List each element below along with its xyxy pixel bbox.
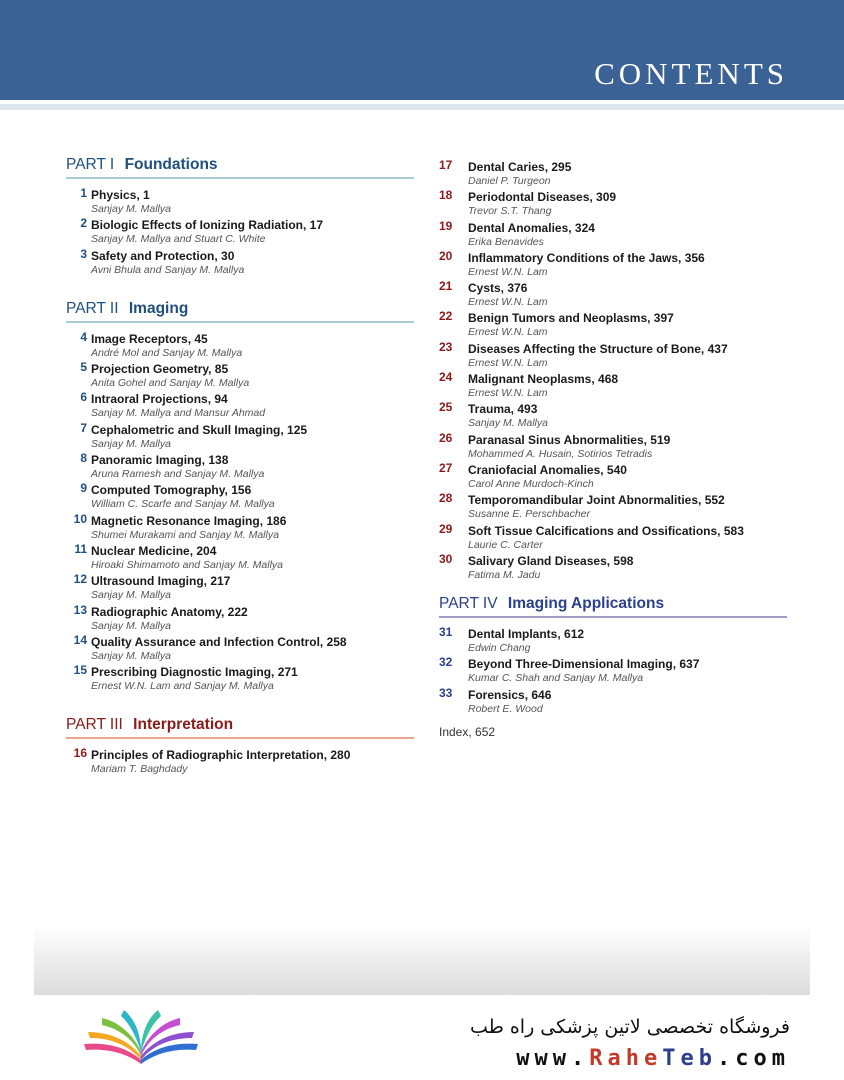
chapter-number: 25 xyxy=(439,400,453,415)
toc-entry[interactable] xyxy=(66,331,414,361)
chapter-title: Intraoral Projections, 94 xyxy=(91,392,228,407)
chapter-number: 18 xyxy=(439,188,453,203)
chapter-number: 20 xyxy=(439,248,453,263)
chapter-authors: Sanjay M. Mallya xyxy=(91,649,171,662)
chapter-title: Ultrasound Imaging, 217 xyxy=(91,574,231,589)
toc-entry[interactable] xyxy=(66,573,414,603)
toc-entry[interactable] xyxy=(66,747,414,777)
chapter-title: Biologic Effects of Ionizing Radiation, 17 xyxy=(91,218,324,233)
chapter-title: Dental Anomalies, 324 xyxy=(468,220,595,235)
chapter-number: 27 xyxy=(439,460,453,475)
toc-entry[interactable] xyxy=(439,371,787,401)
chapter-number: 24 xyxy=(439,370,453,385)
chapter-title: Salivary Gland Diseases, 598 xyxy=(468,553,634,568)
toc-entry[interactable] xyxy=(66,217,414,247)
toc-entry[interactable] xyxy=(66,361,414,391)
part-label: PART III xyxy=(66,716,123,734)
part-2 xyxy=(66,300,414,695)
part-title: Imaging Applications xyxy=(507,595,665,613)
index-entry[interactable]: Index, 652 xyxy=(439,725,496,740)
chapter-title: Diseases Affecting the Structure of Bone, 437 xyxy=(468,341,728,356)
chapter-authors: Sanjay M. Mallya xyxy=(91,437,171,450)
chapter-number: 1 xyxy=(80,186,87,200)
chapter-title: Principles of Radiographic Interpretation, 280 xyxy=(91,748,351,763)
chapter-number: 9 xyxy=(80,481,87,496)
chapter-title: Safety and Protection, 30 xyxy=(91,248,235,263)
chapter-title: Benign Tumors and Neoplasms, 397 xyxy=(468,311,674,326)
chapter-authors: Sanjay M. Mallya xyxy=(91,619,171,632)
chapter-authors: Mariam T. Baghdady xyxy=(91,763,188,776)
chapter-authors: André Mol and Sanjay M. Mallya xyxy=(91,346,243,359)
toc-entry[interactable] xyxy=(439,280,787,310)
toc-entry[interactable] xyxy=(66,664,414,694)
chapter-number: 4 xyxy=(80,329,87,344)
chapter-number: 30 xyxy=(439,551,453,566)
chapter-title: Paranasal Sinus Abnormalities, 519 xyxy=(468,432,671,447)
shop-name: فروشگاه تخصصی لاتین پزشکی راه طب xyxy=(470,1016,790,1038)
chapter-authors: Daniel P. Turgeon xyxy=(468,175,551,187)
toc-entry[interactable] xyxy=(66,422,414,452)
toc-entry[interactable] xyxy=(439,462,787,492)
chapter-authors: Carol Anne Murdoch-Kinch xyxy=(468,477,594,490)
left-column xyxy=(66,156,414,800)
part-heading xyxy=(439,595,787,618)
chapter-number: 11 xyxy=(74,541,87,556)
chapter-title: Dental Caries, 295 xyxy=(468,160,572,174)
chapter-number: 23 xyxy=(439,339,453,354)
chapter-number: 5 xyxy=(80,360,87,375)
toc-entry[interactable] xyxy=(439,432,787,462)
chapter-number: 22 xyxy=(439,309,453,324)
chapter-title: Image Receptors, 45 xyxy=(91,331,208,346)
chapter-number: 28 xyxy=(439,491,453,506)
book-logo-icon xyxy=(78,1008,204,1070)
toc-entry[interactable] xyxy=(66,187,414,217)
url-rahe: Rahe xyxy=(589,1046,663,1071)
toc-entry[interactable] xyxy=(439,523,787,553)
header-banner xyxy=(0,0,844,100)
chapter-number: 29 xyxy=(439,521,453,536)
chapter-title: Nuclear Medicine, 204 xyxy=(91,543,217,558)
url-prefix: www. xyxy=(516,1046,590,1071)
part-label: PART IV xyxy=(439,595,498,613)
chapter-authors: Laurie C. Carter xyxy=(468,538,543,551)
part-4 xyxy=(439,595,787,739)
chapter-authors: Edwin Chang xyxy=(468,642,531,655)
chapter-number: 17 xyxy=(439,158,453,172)
part-title: Interpretation xyxy=(133,716,234,734)
toc-entry[interactable] xyxy=(66,452,414,482)
toc-entry[interactable] xyxy=(439,687,787,717)
chapter-authors: Kumar C. Shah and Sanjay M. Mallya xyxy=(468,672,644,685)
chapter-authors: Sanjay M. Mallya xyxy=(91,589,171,602)
chapter-authors: Aruna Ramesh and Sanjay M. Mallya xyxy=(91,468,265,481)
chapter-title: Cephalometric and Skull Imaging, 125 xyxy=(91,422,308,437)
chapter-title: Beyond Three-Dimensional Imaging, 637 xyxy=(468,657,700,672)
chapter-number: 7 xyxy=(80,420,87,435)
chapter-title: Projection Geometry, 85 xyxy=(91,362,229,377)
part-3 xyxy=(66,716,414,777)
chapter-authors: Sanjay M. Mallya xyxy=(91,203,171,215)
chapter-authors: Ernest W.N. Lam xyxy=(468,387,548,400)
footer-shade xyxy=(34,925,810,995)
chapter-authors: Anita Gohel and Sanjay M. Mallya xyxy=(91,377,250,390)
toc-entry[interactable] xyxy=(439,250,787,280)
chapter-title: Quality Assurance and Infection Control, 258 xyxy=(91,634,347,649)
chapter-title: Inflammatory Conditions of the Jaws, 356 xyxy=(468,250,705,265)
toc-entry[interactable] xyxy=(439,159,787,189)
chapter-number: 16 xyxy=(73,746,87,761)
chapter-authors: Sanjay M. Mallya xyxy=(468,417,548,430)
chapter-title: Temporomandibular Joint Abnormalities, 552 xyxy=(468,493,725,508)
toc-entry[interactable] xyxy=(439,310,787,340)
chapter-title: Forensics, 646 xyxy=(468,687,552,702)
chapter-number: 8 xyxy=(80,451,87,466)
toc-entry[interactable] xyxy=(66,604,414,634)
toc-entry[interactable] xyxy=(439,220,787,250)
chapter-title: Trauma, 493 xyxy=(468,402,538,417)
chapter-authors: Sanjay M. Mallya and Stuart C. White xyxy=(91,233,266,246)
part-label: PART I xyxy=(66,156,115,173)
chapter-number: 10 xyxy=(73,511,87,526)
chapter-authors: Fatima M. Jadu xyxy=(468,568,541,581)
chapter-authors: Avni Bhula and Sanjay M. Mallya xyxy=(91,263,245,276)
chapter-authors: Trevor S.T. Thang xyxy=(468,205,552,218)
banner-band xyxy=(0,104,844,110)
url-suffix: .com xyxy=(717,1046,790,1071)
toc-entry[interactable] xyxy=(66,513,414,543)
part-heading xyxy=(66,716,414,739)
chapter-authors: Sanjay M. Mallya and Mansur Ahmad xyxy=(91,407,266,420)
toc-entry[interactable] xyxy=(66,634,414,664)
toc-entry[interactable] xyxy=(66,543,414,573)
chapter-number: 12 xyxy=(73,572,87,587)
chapter-authors: Ernest W.N. Lam and Sanjay M. Mallya xyxy=(91,680,274,693)
chapter-number: 14 xyxy=(73,632,87,647)
toc-entry[interactable] xyxy=(66,482,414,512)
part-heading xyxy=(66,300,414,323)
part-title: Foundations xyxy=(124,156,218,173)
toc-entry[interactable] xyxy=(439,341,787,371)
right-column xyxy=(439,159,787,761)
chapter-number: 31 xyxy=(439,625,453,640)
chapter-title: Malignant Neoplasms, 468 xyxy=(468,372,619,387)
toc-entry[interactable] xyxy=(439,401,787,431)
chapter-authors: Shumei Murakami and Sanjay M. Mallya xyxy=(91,528,279,541)
toc-entry[interactable] xyxy=(439,492,787,522)
chapter-number: 13 xyxy=(73,602,87,617)
chapter-title: Computed Tomography, 156 xyxy=(91,483,252,498)
chapter-number: 3 xyxy=(80,246,87,261)
chapter-number: 26 xyxy=(439,430,453,445)
chapter-number: 19 xyxy=(439,218,453,233)
chapter-authors: Ernest W.N. Lam xyxy=(468,265,548,278)
toc-entry[interactable] xyxy=(439,656,787,686)
toc-entry[interactable] xyxy=(66,248,414,278)
chapter-title: Prescribing Diagnostic Imaging, 271 xyxy=(91,665,298,680)
chapter-authors: Susanne E. Perschbacher xyxy=(468,508,590,521)
part-1 xyxy=(66,156,414,278)
toc-entry[interactable] xyxy=(66,391,414,421)
chapter-title: Physics, 1 xyxy=(91,188,150,202)
toc-entry[interactable] xyxy=(439,189,787,219)
chapter-title: Radiographic Anatomy, 222 xyxy=(91,604,248,619)
chapter-number: 21 xyxy=(439,279,453,294)
chapter-title: Cysts, 376 xyxy=(468,281,528,296)
url-teb: Teb xyxy=(662,1046,718,1071)
chapter-title: Magnetic Resonance Imaging, 186 xyxy=(91,513,287,528)
toc-entry[interactable] xyxy=(439,626,787,656)
chapter-number: 6 xyxy=(80,390,87,405)
chapter-title: Periodontal Diseases, 309 xyxy=(468,190,617,205)
chapter-title: Dental Implants, 612 xyxy=(468,627,585,642)
toc-entry[interactable] xyxy=(439,553,787,583)
chapter-number: 32 xyxy=(439,655,453,670)
website-url[interactable] xyxy=(516,1046,790,1071)
chapter-title: Soft Tissue Calcifications and Ossifications, 583 xyxy=(468,523,744,538)
chapter-authors: Mohammed A. Husain, Sotirios Tetradis xyxy=(468,447,653,460)
chapter-authors: Ernest W.N. Lam xyxy=(468,356,548,369)
chapter-authors: William C. Scarfe and Sanjay M. Mallya xyxy=(91,498,275,511)
chapter-number: 15 xyxy=(73,663,87,678)
page-title: CONTENTS xyxy=(594,56,788,91)
chapter-authors: Robert E. Wood xyxy=(468,702,543,715)
part-heading xyxy=(66,156,414,179)
part-label: PART II xyxy=(66,299,119,317)
chapter-authors: Erika Benavides xyxy=(468,235,544,248)
chapter-authors: Ernest W.N. Lam xyxy=(468,296,548,309)
part-title: Imaging xyxy=(128,299,189,317)
chapter-title: Craniofacial Anomalies, 540 xyxy=(468,462,627,477)
chapter-authors: Ernest W.N. Lam xyxy=(468,326,548,339)
chapter-title: Panoramic Imaging, 138 xyxy=(91,453,229,468)
chapter-number: 2 xyxy=(80,216,87,231)
chapter-authors: Hiroaki Shimamoto and Sanjay M. Mallya xyxy=(91,558,283,571)
chapter-number: 33 xyxy=(439,685,453,700)
